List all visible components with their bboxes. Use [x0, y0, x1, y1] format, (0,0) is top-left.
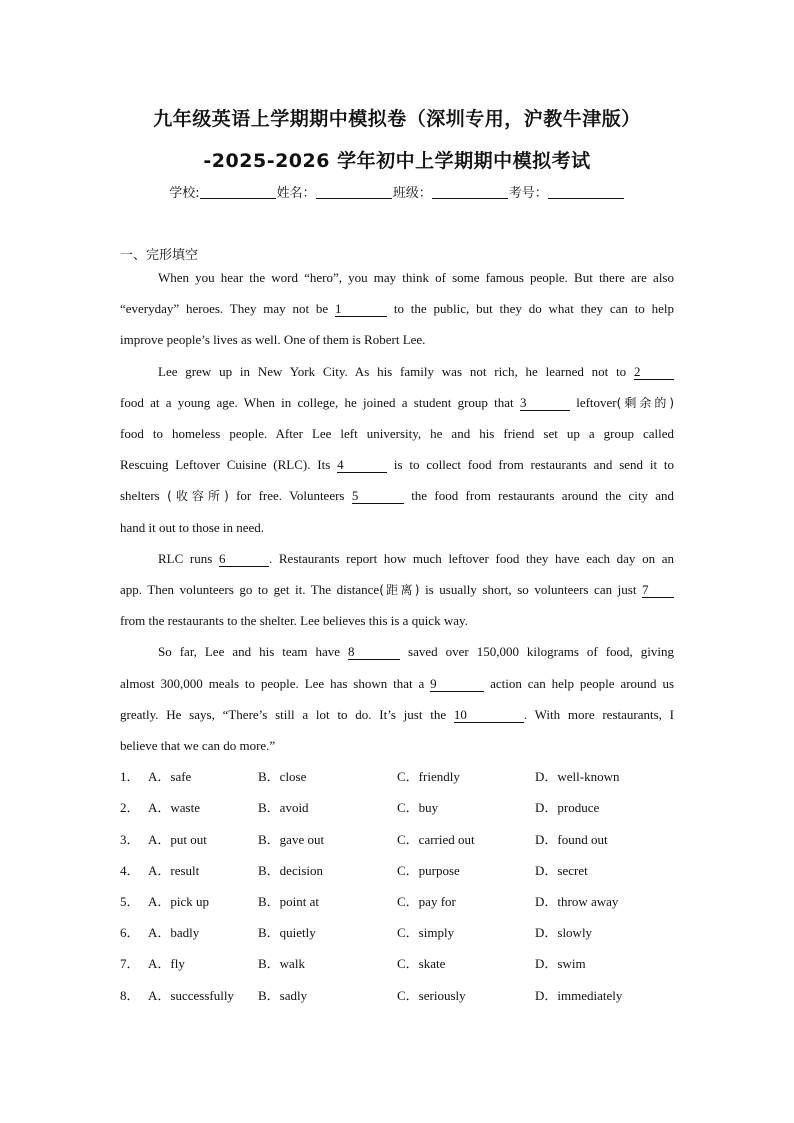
passage-line: So far, Lee and his team have 8 saved over 150,000 kilograms of food, giving	[158, 644, 675, 659]
passage-line: hand it out to those in need.	[120, 520, 265, 535]
question-1: 1． A．safe B．close C．friendly D．well-known	[120, 767, 680, 787]
option-d[interactable]: D．immediately	[535, 988, 623, 1003]
school-field[interactable]	[200, 186, 276, 199]
option-d[interactable]: D．well-known	[535, 769, 620, 784]
option-b[interactable]: B．sadly	[258, 988, 308, 1003]
passage-line: greatly. He says, “There’s still a lot to do. It’s just the 10 . With more restaurants, I	[120, 707, 675, 722]
option-a[interactable]: A．pick up	[148, 894, 210, 909]
blank-9[interactable]: 9	[430, 676, 484, 692]
option-c[interactable]: C．skate	[397, 956, 446, 971]
passage-line: shelters (收容所) for free. Volunteers 5 the food from restaurants around the city and	[120, 488, 675, 503]
option-c[interactable]: C．carried out	[397, 832, 475, 847]
option-b[interactable]: B．close	[258, 769, 307, 784]
option-c[interactable]: C．purpose	[397, 863, 460, 878]
question-6: 6． A．badly B．quietly C．simply D．slowly	[120, 923, 680, 943]
passage-line: believe that we can do more.”	[120, 738, 276, 753]
passage-line: When you hear the word “hero”, you may think of some famous people. But there are also	[158, 270, 674, 285]
option-c[interactable]: C．pay for	[397, 894, 456, 909]
class-label: 班级：	[392, 186, 432, 201]
passage-line: from the restaurants to the shelter. Lee believes this is a quick way.	[120, 613, 468, 628]
blank-4[interactable]: 4	[337, 457, 387, 473]
name-field[interactable]	[316, 186, 392, 199]
question-7: 7． A．fly B．walk C．skate D．swim	[120, 954, 680, 974]
option-c[interactable]: C．simply	[397, 925, 455, 940]
option-a[interactable]: A．put out	[148, 832, 207, 847]
page-title: 九年级英语上学期期中模拟卷（深圳专用，沪教牛津版）	[153, 108, 641, 130]
option-d[interactable]: D．secret	[535, 863, 588, 878]
passage-line: improve people’s lives as well. One of them is Robert Lee.	[120, 332, 426, 347]
question-5: 5． A．pick up B．point at C．pay for D．throw away	[120, 892, 680, 912]
option-a[interactable]: A．safe	[148, 769, 192, 784]
option-b[interactable]: B．walk	[258, 956, 305, 971]
option-d[interactable]: D．throw away	[535, 894, 619, 909]
question-4: 4． A．result B．decision C．purpose D．secret	[120, 861, 680, 881]
option-a[interactable]: A．result	[148, 863, 200, 878]
blank-1[interactable]: 1	[335, 301, 387, 317]
option-a[interactable]: A．fly	[148, 956, 185, 971]
student-info-row	[0, 182, 794, 201]
question-2: 2． A．waste B．avoid C．buy D．produce	[120, 798, 680, 818]
passage-line: Rescuing Leftover Cuisine (RLC). Its 4 is to collect food from restaurants and send it to	[120, 457, 674, 472]
section-title: 一、完形填空	[120, 248, 199, 263]
passage-line: “everyday” heroes. They may not be 1 to the public, but they do what they can to help	[120, 301, 675, 316]
option-c[interactable]: C．friendly	[397, 769, 460, 784]
passage-line: Lee grew up in New York City. As his family was not rich, he learned not to 2	[158, 362, 674, 382]
option-b[interactable]: B．quietly	[258, 925, 316, 940]
passage-line: food to homeless people. After Lee left university, he and his friend set up a group called	[120, 426, 674, 441]
question-8: 8． A．successfully B．sadly C．seriously D．immediately	[120, 986, 680, 1006]
option-a[interactable]: A．badly	[148, 925, 200, 940]
blank-8[interactable]: 8	[348, 644, 400, 660]
blank-3[interactable]: 3	[520, 395, 570, 411]
class-field[interactable]	[432, 186, 508, 199]
blank-10[interactable]: 10	[454, 707, 524, 723]
exam-number-label: 考号：	[508, 186, 548, 201]
option-b[interactable]: B．avoid	[258, 800, 309, 815]
page-subtitle: -2025-2026 学年初中上学期期中模拟考试	[203, 150, 591, 172]
school-label: 学校:	[169, 186, 200, 201]
option-d[interactable]: D．slowly	[535, 925, 593, 940]
option-d[interactable]: D．swim	[535, 956, 586, 971]
exam-number-field[interactable]	[548, 186, 624, 199]
blank-7[interactable]: 7	[642, 582, 674, 598]
option-c[interactable]: C．buy	[397, 800, 439, 815]
option-a[interactable]: A．successfully	[148, 988, 234, 1003]
option-b[interactable]: B．gave out	[258, 832, 325, 847]
blank-2[interactable]: 2	[634, 364, 674, 380]
question-3: 3． A．put out B．gave out C．carried out D．found out	[120, 830, 680, 850]
option-d[interactable]: D．produce	[535, 800, 600, 815]
passage-line: RLC runs 6 . Restaurants report how much leftover food they have each day on an	[158, 551, 675, 566]
option-c[interactable]: C．seriously	[397, 988, 466, 1003]
option-d[interactable]: D．found out	[535, 832, 608, 847]
passage-line: almost 300,000 meals to people. Lee has shown that a 9 action can help people around us	[120, 676, 675, 691]
blank-5[interactable]: 5	[352, 488, 404, 504]
option-b[interactable]: B．decision	[258, 863, 323, 878]
option-a[interactable]: A．waste	[148, 800, 200, 815]
option-b[interactable]: B．point at	[258, 894, 320, 909]
passage-line: food at a young age. When in college, he joined a student group that 3 leftover(剩余的)	[120, 395, 675, 410]
passage-line: app. Then volunteers go to get it. The distance(距离) is usually short, so volunteers can just 7	[120, 580, 674, 600]
blank-6[interactable]: 6	[219, 551, 269, 567]
name-label: 姓名：	[276, 186, 316, 201]
